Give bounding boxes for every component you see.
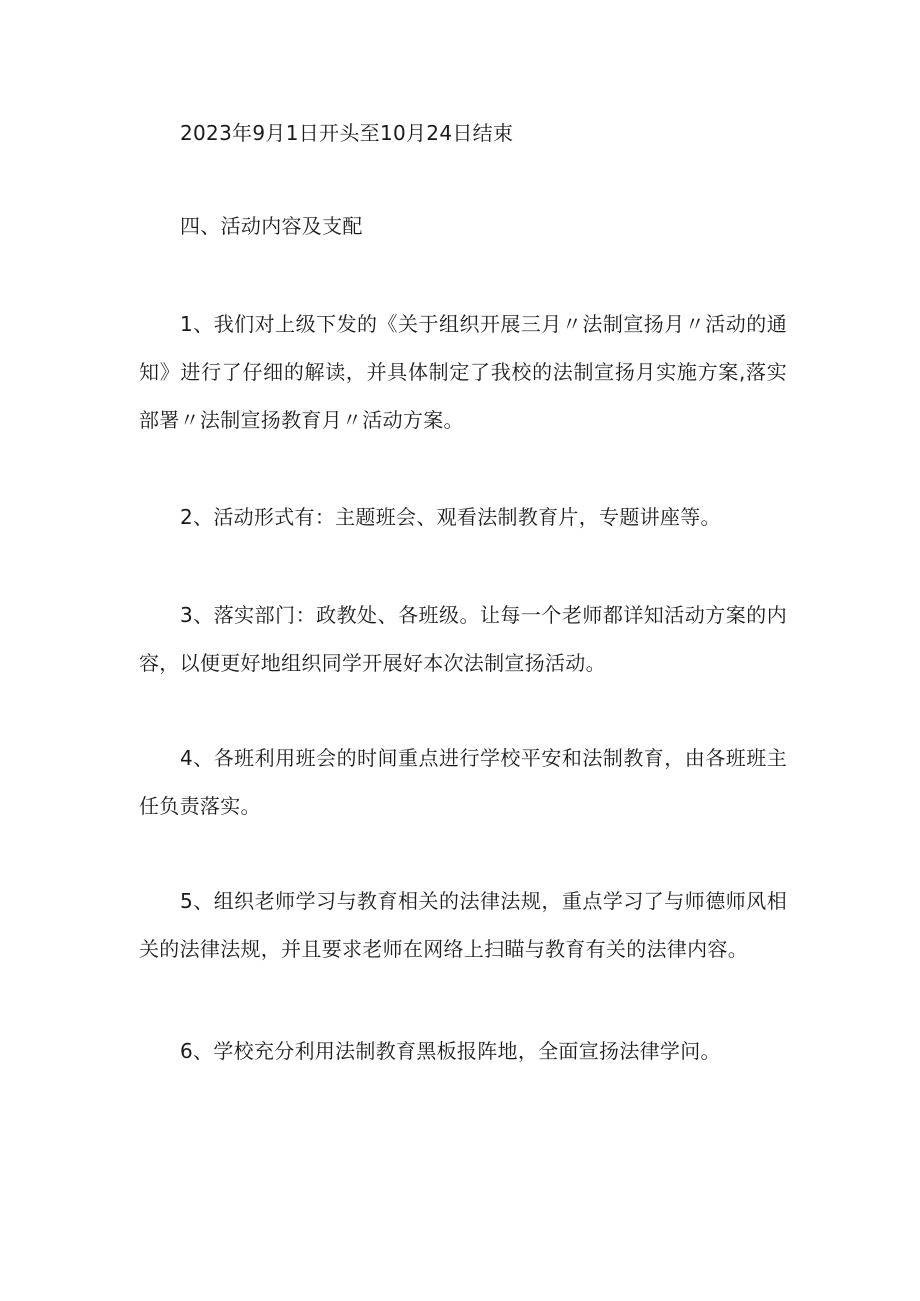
section-heading: 四、活动内容及支配 [180,214,363,238]
list-item: 5、组织老师学习与教育相关的法律法规，重点学习了与师德师风相关的法律法规，并且要求老师在网络上扫瞄与教育有关的法律内容。 [139,889,787,961]
list-item: 1、我们对上级下发的《关于组织开展三月〃法制宣扬月〃活动的通知》进行了仔细的解读，并具体制定了我校的法制宣扬月实施方案,落实部署〃法制宣扬教育月〃活动方案。 [139,312,787,432]
date-range-line: 2023年9月1日开头至10月24日结束 [180,121,514,145]
list-item: 3、落实部门：政教处、各班级。让每一个老师都详知活动方案的内容，以便更好地组织同学开展好本次法制宣扬活动。 [139,603,787,675]
list-item: 6、学校充分利用法制教育黑板报阵地，全面宣扬法律学问。 [180,1039,721,1063]
list-item: 2、活动形式有：主题班会、观看法制教育片，专题讲座等。 [180,505,721,529]
list-item: 4、各班利用班会的时间重点进行学校平安和法制教育，由各班班主任负责落实。 [139,746,787,818]
